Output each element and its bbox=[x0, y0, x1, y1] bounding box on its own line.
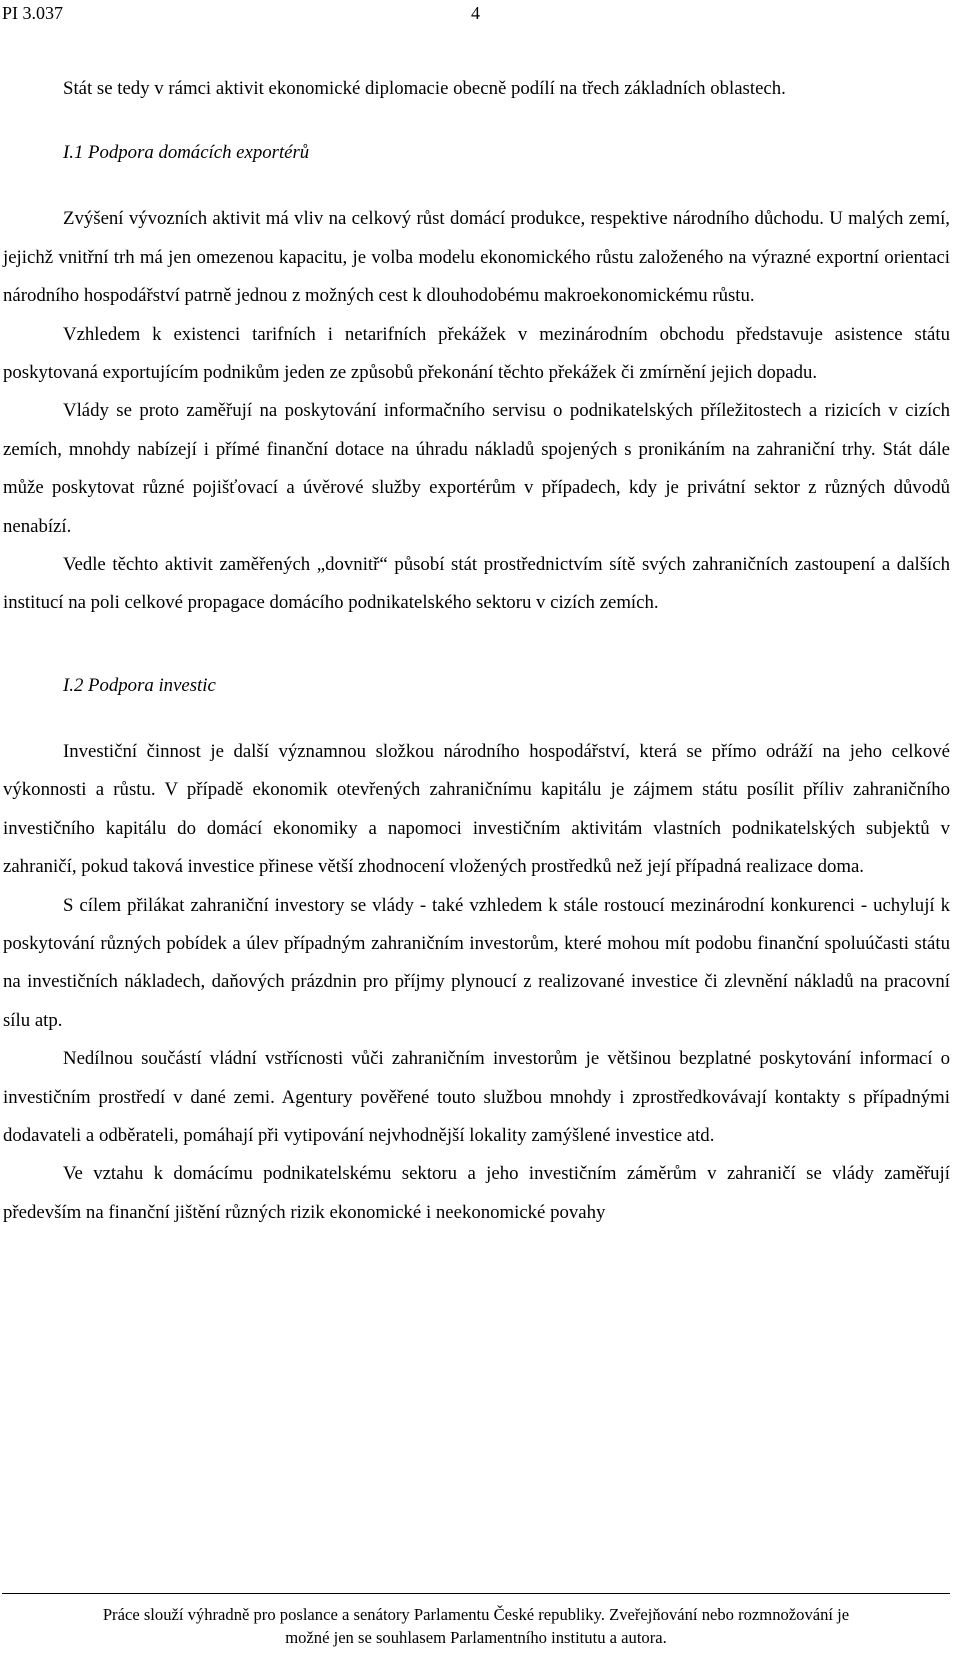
spacer bbox=[3, 172, 950, 200]
section-heading-exporters: I.1 Podpora domácích exportérů bbox=[63, 142, 310, 164]
paragraph: Ve vztahu k domácímu podnikatelskému sektoru a jeho investičním záměrům v zahraničí se vlády zaměřují především na finanční jištění různých rizik ekonomické i neekonomické povahy bbox=[3, 1163, 950, 1223]
footer-line: Práce slouží výhradně pro poslance a senátory Parlamentu České republiky. Zveřejňování nebo rozmnožování je bbox=[102, 1605, 850, 1624]
spacer bbox=[3, 623, 950, 667]
paragraph: Nedílnou součástí vládní vstřícnosti vůči zahraničním investorům je většinou bezplatné poskytování informací o investičním prostředí v dané zemi. Agentury pověřené touto službou mnohdy i zprostředkovávají kontakty s případnými dodavateli a odběrateli, pomáhají při vytipování nejvhodnější lokality zamýšlené investice atd. bbox=[3, 1048, 950, 1146]
document-code: PI 3.037 bbox=[2, 3, 64, 23]
page-number: 4 bbox=[471, 3, 480, 23]
document-body bbox=[3, 70, 950, 1232]
section-heading-investments: I.2 Podpora investic bbox=[63, 674, 216, 696]
paragraph: Vlády se proto zaměřují na poskytování informačního servisu o podnikatelských příležitostech a rizicích v cizích zemích, mnohdy nabízejí i přímé finanční dotace na úhradu nákladů spojených s pronikáním na zahraniční trhy. Stát dále může poskytovat různé pojišťovací a úvěrové služby exportérům v případech, kdy je privátní sektor z různých důvodů nenabízí. bbox=[3, 400, 950, 537]
spacer bbox=[3, 705, 950, 733]
paragraph: Investiční činnost je další významnou složkou národního hospodářství, která se přímo odráží na jeho celkové výkonnosti a růstu. V případě ekonomik otevřených zahraničnímu kapitálu je zájmem státu posílit příliv zahraničního investičního kapitálu do domácí ekonomiky a napomoci investičním aktivitám vlastních podnikatelských subjektů v zahraničí, pokud taková investice přinese větší zhodnocení vložených prostředků než její případná realizace doma. bbox=[3, 740, 950, 878]
page-header bbox=[0, 0, 960, 26]
footer-divider bbox=[2, 1593, 950, 1594]
paragraph: Zvýšení vývozních aktivit má vliv na celkový růst domácí produkce, respektive národního důchodu. U malých zemí, jejichž vnitřní trh má jen omezenou kapacitu, je volba modelu ekonomického růstu založeného na výrazné exportní orientaci národního hospodářství patrně jednou z možných cest k dlouhodobému makroekonomickému růstu. bbox=[3, 208, 950, 307]
spacer bbox=[3, 108, 950, 134]
paragraph: Vedle těchto aktivit zaměřených „dovnitř“ působí stát prostřednictvím sítě svých zahraničních zastoupení a dalších institucí na poli celkové propagace domácího podnikatelského sektoru v cizích zemích. bbox=[3, 554, 950, 614]
paragraph: Vzhledem k existenci tarifních i netarifních překážek v mezinárodním obchodu představuje asistence státu poskytovaná exportujícím podnikům jeden ze způsobů překonání těchto překážek či zmírnění jejich dopadu. bbox=[3, 323, 950, 384]
footer-line: možné jen se souhlasem Parlamentního institutu a autora. bbox=[285, 1628, 667, 1647]
intro-paragraph: Stát se tedy v rámci aktivit ekonomické diplomacie obecně podílí na třech základních oblastech. bbox=[63, 78, 786, 99]
footer-notice bbox=[2, 1603, 950, 1649]
paragraph: S cílem přilákat zahraniční investory se vlády - také vzhledem k stále rostoucí mezinárodní konkurenci - uchylují k poskytování různých pobídek a úlev případným zahraničním investorům, které mohou mít podobu finanční spoluúčasti státu na investičních nákladech, daňových prázdnin pro příjmy plynoucí z realizované investice či zlevnění nákladů na pracovní sílu atp. bbox=[3, 894, 950, 1031]
